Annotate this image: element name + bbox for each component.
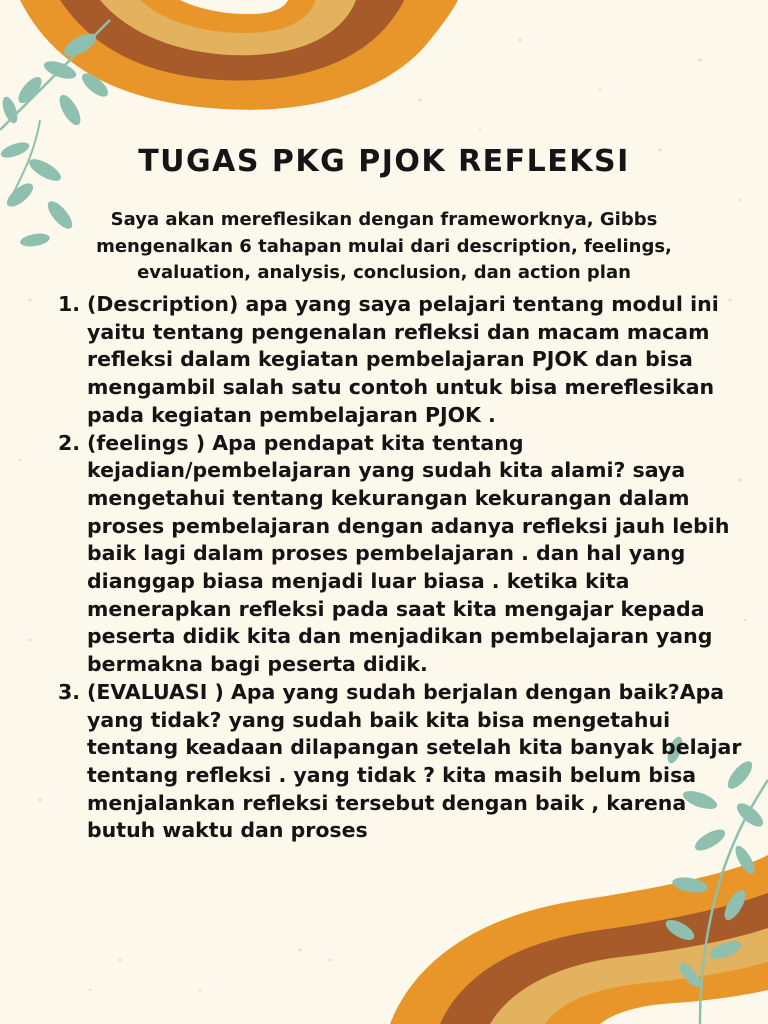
list-number: 1. (58, 292, 81, 316)
list-item-feelings (58, 430, 748, 679)
list-item-evaluasi (58, 679, 748, 845)
list-number: 2. (58, 430, 81, 455)
intro-paragraph: Saya akan mereflesikan dengan frameworknya, Gibbs mengenalkan 6 tahapan mulai dari description, feelings, evaluation, analysis, conclusion, dan action plan (96, 209, 672, 283)
list-item-text: (Description) apa yang saya pelajari tentang modul ini yaitu tentang pengenalan refleksi dan macam macam refleksi dalam kegiatan pembelajaran PJOK dan bisa mengambil salah satu contoh untuk bisa mereflesikan pada kegiatan pembelajaran PJOK . (87, 292, 719, 427)
reflection-list (58, 291, 748, 845)
page-title: TUGAS PKG PJOK REFLEKSI (138, 144, 630, 179)
list-item-text: (feelings ) Apa pendapat kita tentang kejadian/pembelajaran yang sudah kita alami? saya mengetahui tentang kekurangan kekurangan dalam proses pembelajaran dengan adanya refleksi jauh lebih baik lagi dalam proses pembelajaran . dan hal yang dianggap biasa menjadi luar biasa . ketika kita menerapkan refleksi pada saat kita mengajar kepada peserta didik kita dan menjadikan pembelajaran yang bermakna bagi peserta didik. (87, 430, 730, 677)
list-number: 3. (58, 679, 81, 704)
list-item-text: (EVALUASI ) Apa yang sudah berjalan dengan baik?Apa yang tidak? yang sudah baik kita bisa mengetahui tentang keadaan dilapangan setelah kita banyak belajar tentang refleksi . yang tidak ? kita masih belum bisa menjalankan refleksi tersebut dengan baik , karena butuh waktu dan proses (87, 679, 742, 843)
list-item-description (58, 291, 748, 430)
